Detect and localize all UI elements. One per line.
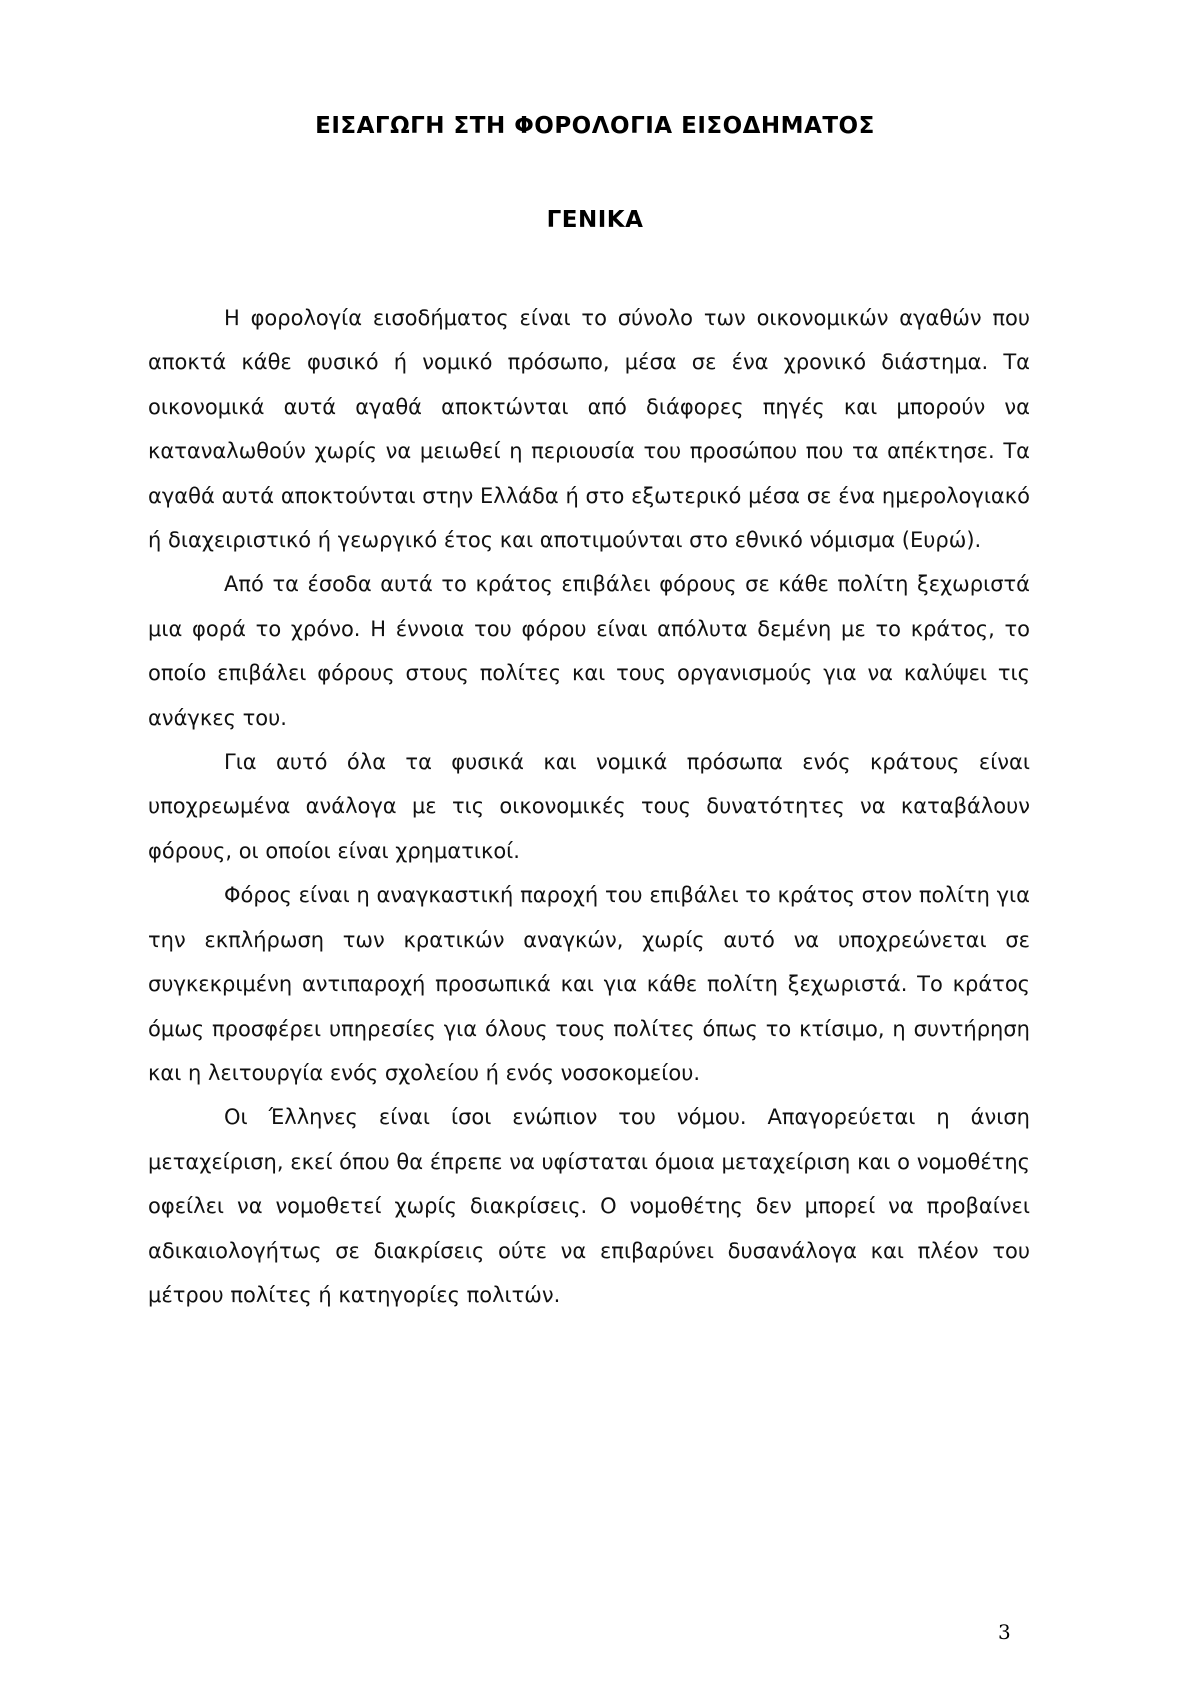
paragraph-2: Από τα έσοδα αυτά το κράτος επιβάλει φόρους σε κάθε πολίτη ξεχωριστά μια φορά το χρόνο. Η έννοια του φόρου είναι απόλυτα δεμένη με το κράτος, το οποίο επιβάλει φόρους στους πολίτες και τους οργανισμούς για να καλύψει τις ανάγκες του. — [148, 572, 1030, 730]
page-number: 3 — [998, 1620, 1011, 1644]
paragraph-1: Η φορολογία εισοδήματος είναι το σύνολο των οικονομικών αγαθών που αποκτά κάθε φυσικό ή νομικό πρόσωπο, μέσα σε ένα χρονικό διάστημα. Τα οικονομικά αυτά αγαθά αποκτώνται από διάφορες πηγές και μπορούν να καταναλωθούν χωρίς να μειωθεί η περιουσία του προσώπου που τα απέκτησε. Τα αγαθά αυτά αποκτούνται στην Ελλάδα ή στο εξωτερικό μέσα σε ένα ημερολογιακό ή διαχειριστικό ή γεωργικό έτος και αποτιμούνται στο εθνικό νόμισμα (Ευρώ). — [148, 306, 1030, 553]
paragraph-5: Οι Έλληνες είναι ίσοι ενώπιον του νόμου. Απαγορεύεται η άνιση μεταχείριση, εκεί όπου θα έπρεπε να υφίσταται όμοια μεταχείριση και ο νομοθέτης οφείλει να νομοθετεί χωρίς διακρίσεις. Ο νομοθέτης δεν μπορεί να προβαίνει αδικαιολογήτως σε διακρίσεις ούτε να επιβαρύνει δυσανάλογα και πλέον του μέτρου πολίτες ή κατηγορίες πολιτών. — [148, 1105, 1030, 1307]
section-title: ΓΕΝΙΚΑ — [546, 207, 644, 233]
paragraph-4: Φόρος είναι η αναγκαστική παροχή του επιβάλει το κράτος στον πολίτη για την εκπλήρωση των κρατικών αναγκών, χωρίς αυτό να υποχρεώνεται σε συγκεκριμένη αντιπαροχή προσωπικά και για κάθε πολίτη ξεχωριστά. Το κράτος όμως προσφέρει υπηρεσίες για όλους τους πολίτες όπως το κτίσιμο, η συντήρηση και η λειτουργία ενός σχολείου ή ενός νοσοκομείου. — [148, 883, 1030, 1085]
document-title: ΕΙΣΑΓΩΓΗ ΣΤΗ ΦΟΡΟΛΟΓΙΑ ΕΙΣΟΔΗΜΑΤΟΣ — [315, 113, 875, 139]
paragraph-3: Για αυτό όλα τα φυσικά και νομικά πρόσωπα ενός κράτους είναι υποχρεωμένα ανάλογα με τις οικονομικές τους δυνατότητες να καταβάλουν φόρους, οι οποίοι είναι χρηματικοί. — [148, 750, 1030, 863]
body-text — [148, 296, 1030, 1317]
